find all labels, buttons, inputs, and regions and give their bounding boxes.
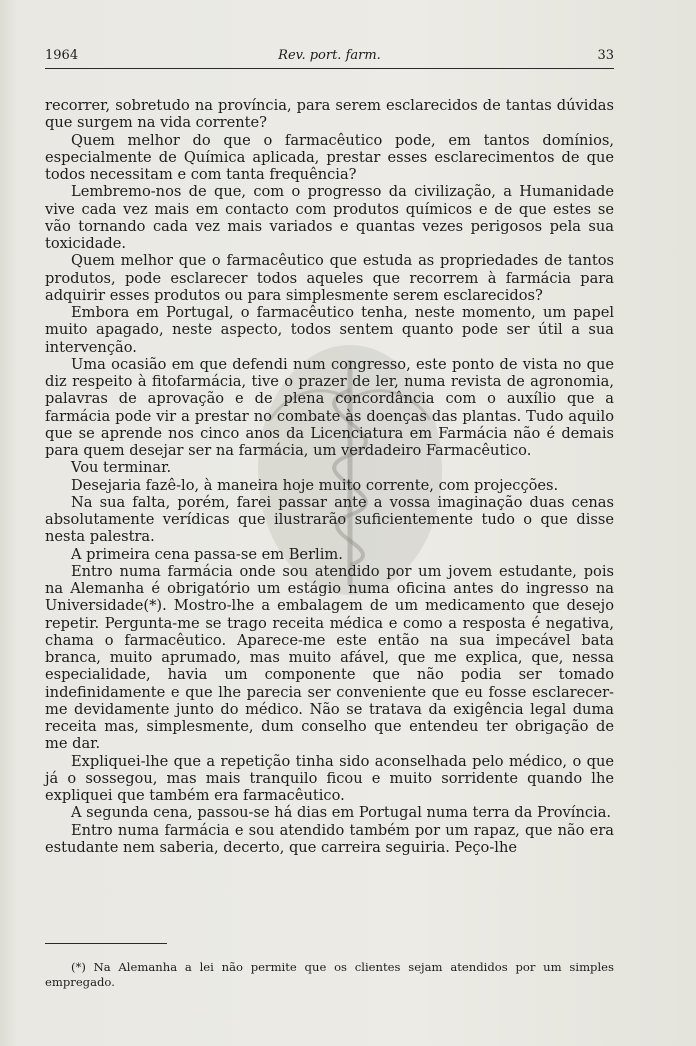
header-journal-title: Rev. port. farm.	[278, 48, 381, 63]
header-year: 1964	[45, 48, 79, 63]
paragraph: Entro numa farmácia e sou atendido também por um rapaz, que não era estudante nem saberia, decerto, que carreira seguiria. Peço-lhe	[45, 821, 614, 856]
running-header	[45, 48, 614, 69]
paragraph: Entro numa farmácia onde sou atendido por um jovem estudante, pois na Alemanha é obrigatório um estágio numa oficina antes do ingresso na Universidade(*). Mostro-lhe a embalagem de um medicamento que desejo repetir. Pergunta-me se trago receita médica e como a resposta é negativa, chama o farmacêutico. Aparece-me este então na sua impecável bata branca, muito aprumado, mas muito afável, que me explica, que, nessa especialidade, havia um componente que não podia ser tomado indefinidamente e que lhe parecia ser conveniente que eu fosse esclarecer-me devidamente junto do médico. Não se tratava da exigência legal duma receita mas, simplesmente, dum conselho que entendeu ter obrigação de me dar.	[45, 562, 614, 753]
paragraph: Na sua falta, porém, farei passar ante a vossa imaginação duas cenas absolutamente verídicas que ilustrarão suficientemente tudo o que disse nesta palestra.	[45, 493, 614, 546]
paragraph: Expliquei-lhe que a repetição tinha sido aconselhada pelo médico, o que já o sossegou, mas mais tranquilo ficou e muito sorridente quando lhe expliquei que também era farmacêutico.	[45, 752, 614, 804]
body-text	[45, 97, 614, 856]
paragraph: A primeira cena passa-se em Berlim.	[71, 545, 343, 563]
footnote: (*) Na Alemanha a lei não permite que os clientes sejam atendidos por um simples empregado.	[45, 960, 614, 989]
paragraph: Embora em Portugal, o farmacêutico tenha, neste momento, um papel muito apagado, neste aspecto, todos sentem quanto pode ser útil a sua intervenção.	[45, 304, 614, 356]
paragraph: Quem melhor que o farmacêutico que estuda as propriedades de tantos produtos, pode esclarecer todos aqueles que recorrem à farmácia para adquirir esses produtos ou para simplesmente serem esclarecidos?	[45, 252, 614, 304]
paragraph: Quem melhor do que o farmacêutico pode, em tantos domínios, especialmente de Química aplicada, prestar esses esclarecimentos de que todos necessitam e com tanta frequência?	[45, 131, 614, 183]
paragraph: Lembremo-nos de que, com o progresso da civilização, a Humanidade vive cada vez mais em contacto com produtos químicos e de que estes se vão tornando cada vez mais variados e quantas vezes perigosos pela sua toxicidade.	[45, 183, 614, 252]
paragraph: recorrer, sobretudo na província, para serem esclarecidos de tantas dúvidas que surgem na vida corrente?	[45, 97, 614, 132]
paragraph: Vou terminar.	[71, 459, 172, 477]
paragraph: A segunda cena, passou-se há dias em Portugal numa terra da Província.	[71, 804, 612, 822]
paragraph: Uma ocasião em que defendi num congresso, este ponto de vista no que diz respeito à fitofarmácia, tive o prazer de ler, numa revista de agronomia, palavras de aprovação e de plena concordância com o auxílio que a farmácia pode vir a prestar no combate às doenças das plantas. Tudo aquilo que se aprende nos cinco anos da Licenciatura em Farmácia não é demais para quem desejar ser na farmácia, um verdadeiro Farmacêutico.	[45, 355, 614, 459]
footnote-rule	[45, 943, 167, 944]
header-page-number: 33	[597, 48, 614, 63]
paragraph: Desejaria fazê-lo, à maneira hoje muito corrente, com projecções.	[71, 476, 559, 494]
